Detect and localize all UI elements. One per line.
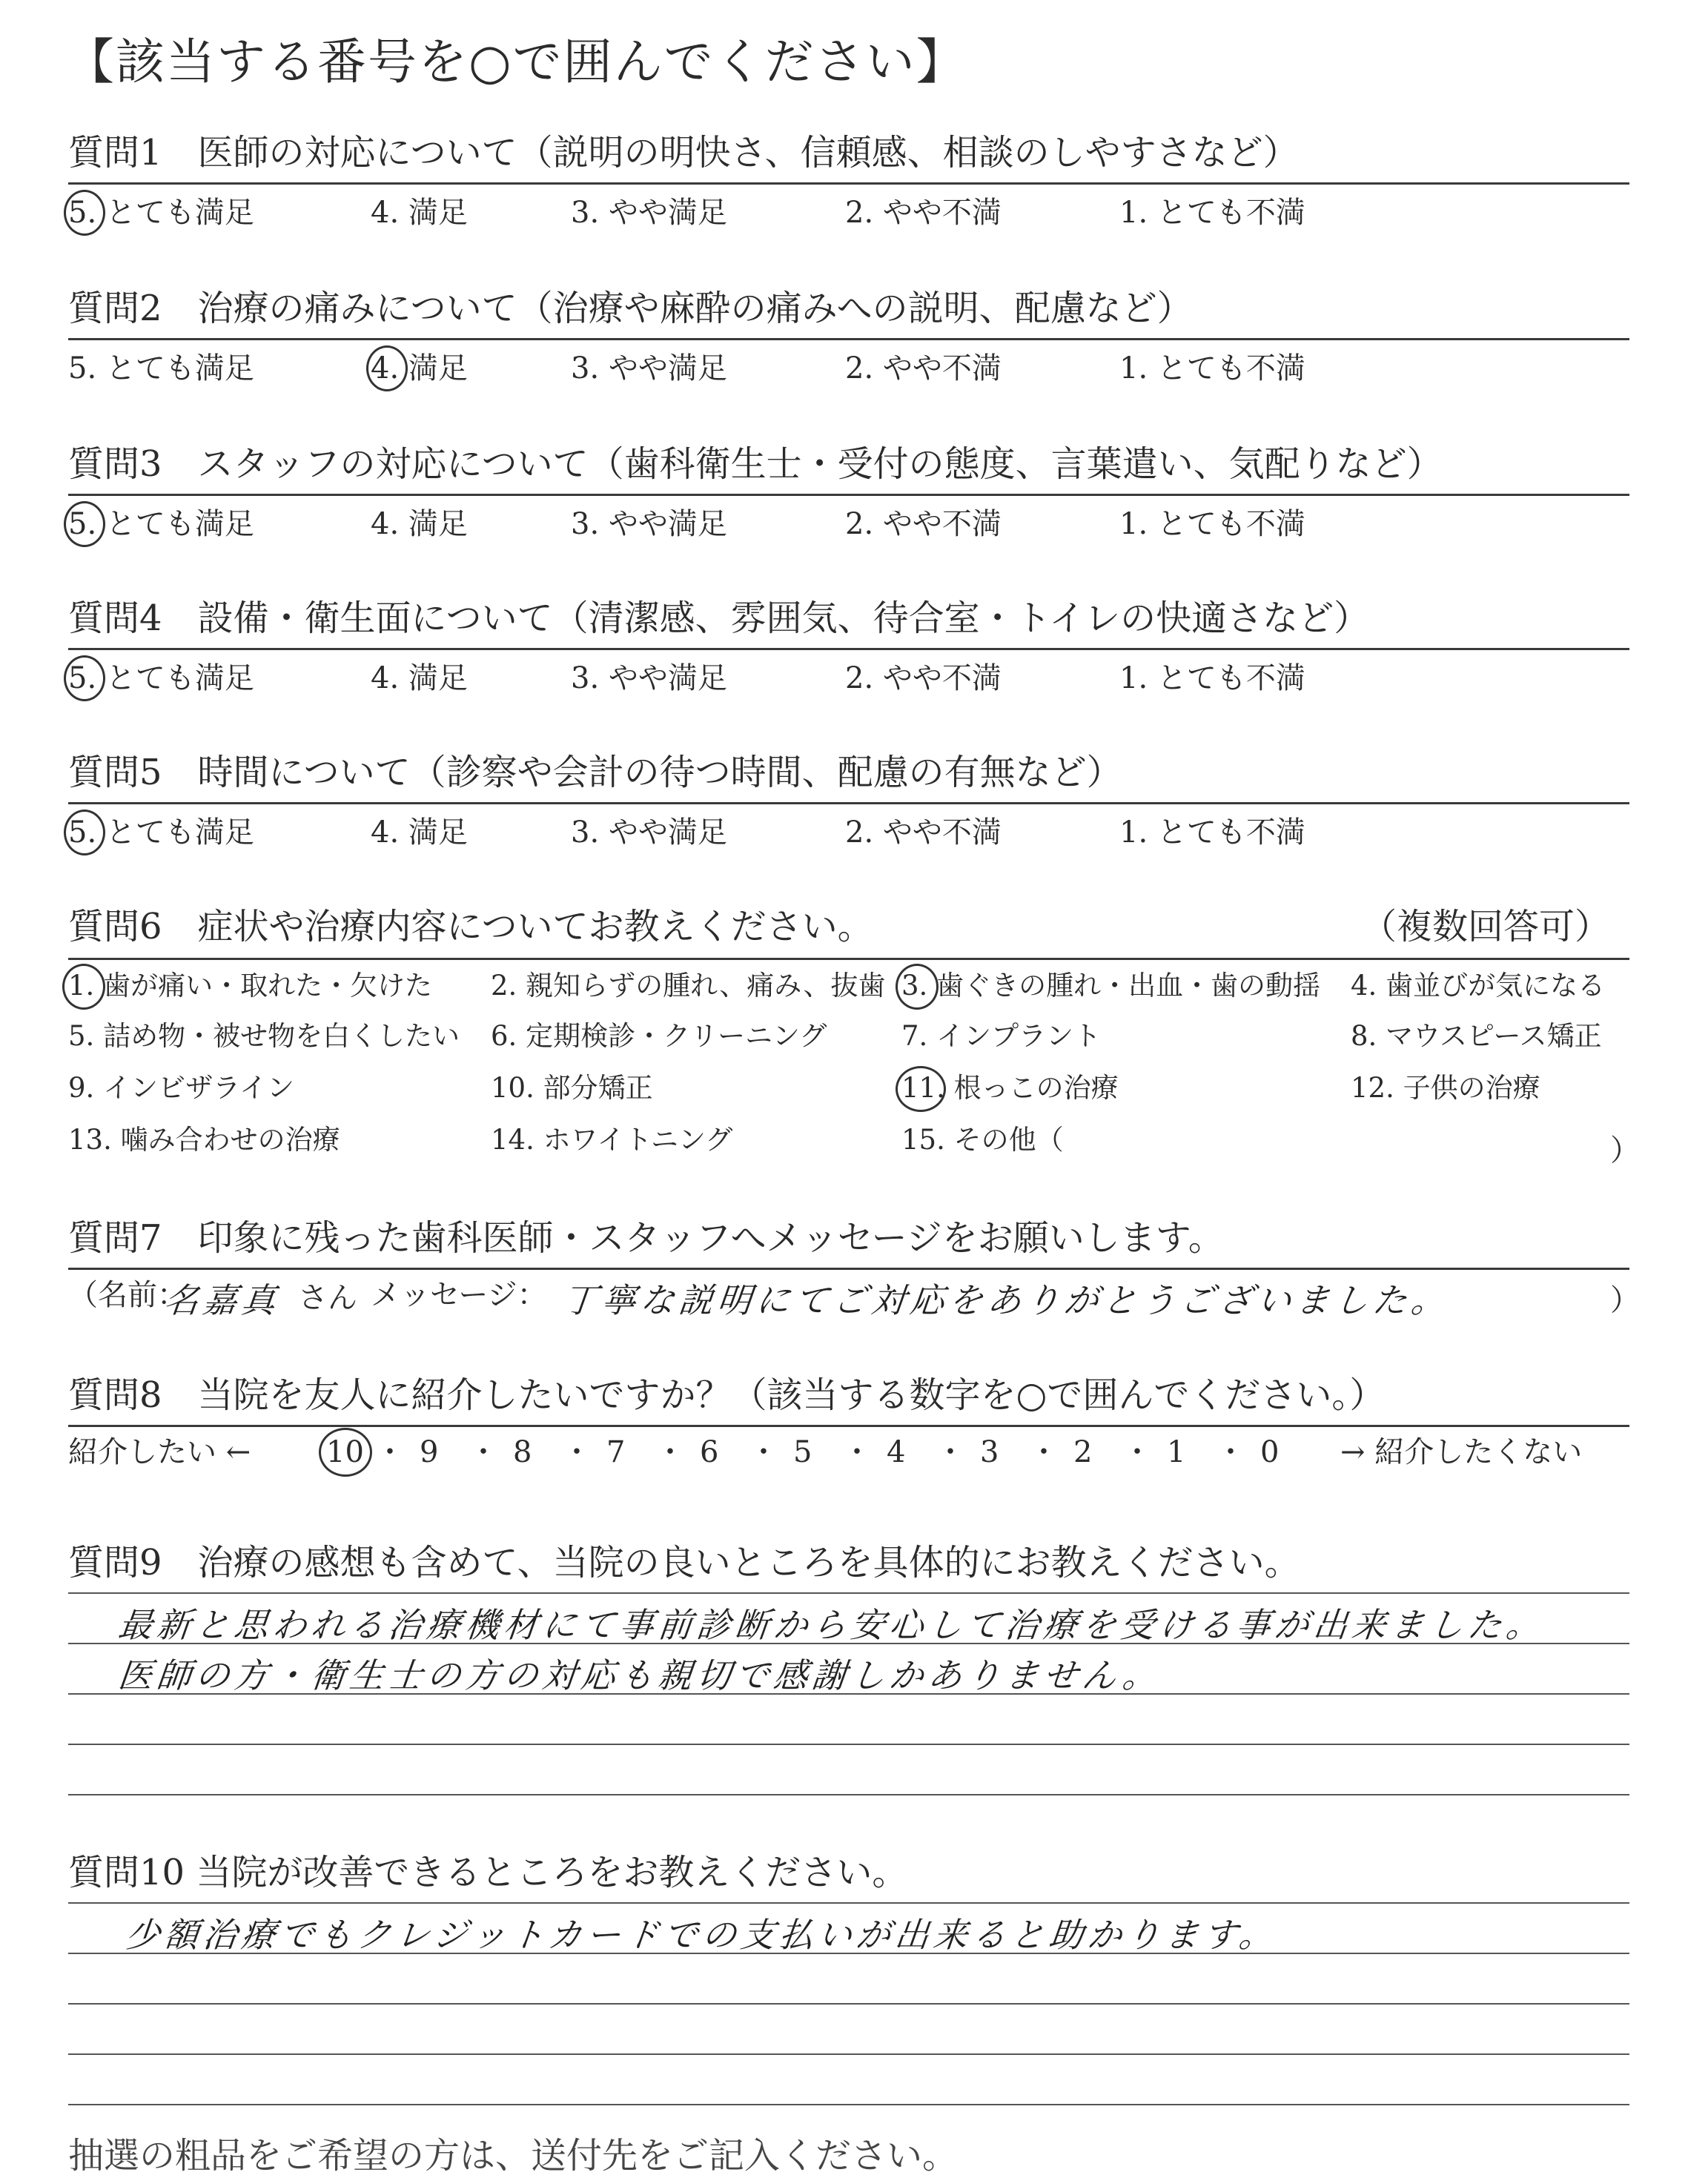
question-8-right-label: → 紹介したくない — [1340, 1435, 1583, 1469]
question-5-rule — [68, 802, 1629, 804]
question-2-title: 質問2 治療の痛みについて（治療や麻酔の痛みへの説明、配慮など） — [68, 288, 1193, 329]
rating-option-4[interactable]: 4. 満足 — [371, 815, 468, 850]
symptom-option-11[interactable]: 11. 根っこの治療 — [901, 1072, 1119, 1104]
rating-option-2[interactable]: 2. やや不満 — [845, 815, 1002, 850]
score-separator: ・ — [1122, 1435, 1152, 1469]
recommend-score-0[interactable]: 0 — [1260, 1435, 1280, 1469]
recommend-score-8[interactable]: 8 — [513, 1435, 532, 1469]
symptom-option-6[interactable]: 6. 定期検診・クリーニング — [491, 1020, 827, 1052]
symptom-option-7[interactable]: 7. インプラント — [901, 1020, 1102, 1052]
symptom-option-12[interactable]: 12. 子供の治療 — [1351, 1072, 1540, 1104]
rating-option-1[interactable]: 1. とても不満 — [1119, 351, 1305, 385]
score-separator: ・ — [842, 1435, 872, 1469]
selection-circle — [64, 655, 105, 701]
selection-circle — [896, 1066, 946, 1112]
rating-option-5[interactable]: 5. とても満足 — [68, 196, 254, 230]
symptom-option-5[interactable]: 5. 詰め物・被せ物を白くしたい — [68, 1020, 460, 1052]
rating-option-2[interactable]: 2. やや不満 — [845, 196, 1002, 230]
rating-option-3[interactable]: 3. やや満足 — [571, 196, 727, 230]
question-10-title: 質問10 当院が改善できるところをお教えください。 — [68, 1852, 908, 1893]
question-6-note: （複数回答可） — [1361, 906, 1611, 947]
question-9-answer-line-2: 医師の方・衛生士の方の対応も親切で感謝しかありません。 — [116, 1655, 1164, 1695]
selection-circle — [366, 345, 408, 391]
question-1-title: 質問1 医師の対応について（説明の明快さ、信頼感、相談のしやすさなど） — [68, 132, 1299, 173]
rating-option-3[interactable]: 3. やや満足 — [571, 351, 727, 385]
symptom-option-14[interactable]: 14. ホワイトニング — [491, 1124, 733, 1156]
question-7-message-label: メッセージ： — [371, 1278, 547, 1312]
rating-option-3[interactable]: 3. やや満足 — [571, 661, 727, 695]
selection-circle — [64, 501, 105, 547]
score-separator: ・ — [469, 1435, 498, 1469]
answer-line — [68, 1794, 1629, 1795]
selection-circle — [319, 1428, 372, 1477]
form-header: 【該当する番号を○で囲んでください】 — [65, 33, 967, 90]
rating-option-2[interactable]: 2. やや不満 — [845, 507, 1002, 541]
symptom-option-1[interactable]: 1. 歯が痛い・取れた・欠けた — [68, 970, 433, 1002]
question-2-rule — [68, 338, 1629, 340]
recommend-score-1[interactable]: 1 — [1167, 1435, 1186, 1469]
answer-line — [68, 2003, 1629, 2005]
question-8-left-label: 紹介したい ← — [68, 1435, 251, 1469]
rating-option-5[interactable]: 5. とても満足 — [68, 661, 254, 695]
question-6-title: 質問6 症状や治療内容についてお教えください。 — [68, 906, 873, 947]
rating-option-4[interactable]: 4. 満足 — [371, 661, 468, 695]
symptom-option-3[interactable]: 3. 歯ぐきの腫れ・出血・歯の動揺 — [901, 970, 1321, 1002]
selection-circle — [62, 964, 105, 1010]
rating-option-3[interactable]: 3. やや満足 — [571, 815, 727, 850]
symptom-option-8[interactable]: 8. マウスピース矯正 — [1351, 1020, 1602, 1052]
recommend-score-2[interactable]: 2 — [1073, 1435, 1093, 1469]
rating-option-5[interactable]: 5. とても満足 — [68, 507, 254, 541]
question-10-answer-line-1: 少額治療でもクレジットカードでの支払いが出来ると助かります。 — [123, 1915, 1280, 1955]
question-6-rule — [68, 958, 1629, 960]
symptom-option-4[interactable]: 4. 歯並びが気になる — [1351, 970, 1606, 1002]
question-7-close-paren: ） — [1610, 1283, 1640, 1317]
symptom-option-10[interactable]: 10. 部分矯正 — [491, 1072, 653, 1104]
rating-option-4[interactable]: 4. 満足 — [371, 196, 468, 230]
selection-circle — [64, 810, 105, 855]
answer-line — [68, 2053, 1629, 2055]
rating-option-2[interactable]: 2. やや不満 — [845, 661, 1002, 695]
rating-option-1[interactable]: 1. とても不満 — [1119, 196, 1305, 230]
selection-circle — [64, 190, 105, 236]
question-8-title: 質問8 当院を友人に紹介したいですか？（該当する数字を○で囲んでください。） — [68, 1374, 1386, 1416]
question-1-rule — [68, 182, 1629, 185]
symptom-option-9[interactable]: 9. インビザライン — [68, 1072, 294, 1104]
symptom-option-13[interactable]: 13. 噛み合わせの治療 — [68, 1124, 340, 1156]
question-3-title: 質問3 スタッフの対応について（歯科衛生士・受付の態度、言葉遣い、気配りなど） — [68, 443, 1443, 485]
score-separator: ・ — [936, 1435, 965, 1469]
question-7-message-value: 丁寧な説明にてご対応をありがとうございました。 — [560, 1280, 1452, 1320]
answer-line — [68, 1902, 1629, 1904]
question-9-title: 質問9 治療の感想も含めて、当院の良いところを具体的にお教えください。 — [68, 1542, 1300, 1583]
score-separator: ・ — [562, 1435, 592, 1469]
rating-option-4[interactable]: 4. 満足 — [371, 507, 468, 541]
rating-option-3[interactable]: 3. やや満足 — [571, 507, 727, 541]
recommend-score-9[interactable]: 9 — [420, 1435, 439, 1469]
recommend-score-10[interactable]: 10 — [326, 1435, 364, 1469]
recommend-score-3[interactable]: 3 — [980, 1435, 999, 1469]
rating-option-5[interactable]: 5. とても満足 — [68, 351, 254, 385]
rating-option-5[interactable]: 5. とても満足 — [68, 815, 254, 850]
rating-option-1[interactable]: 1. とても不満 — [1119, 815, 1305, 850]
recommend-score-4[interactable]: 4 — [887, 1435, 906, 1469]
question-4-rule — [68, 648, 1629, 650]
rating-option-4[interactable]: 4. 満足 — [371, 351, 468, 385]
answer-line — [68, 2104, 1629, 2105]
question-7-rule — [68, 1268, 1629, 1270]
recommend-score-6[interactable]: 6 — [700, 1435, 719, 1469]
rating-option-2[interactable]: 2. やや不満 — [845, 351, 1002, 385]
score-separator: ・ — [749, 1435, 778, 1469]
question-7-name-label: （名前： — [68, 1278, 187, 1312]
rating-option-1[interactable]: 1. とても不満 — [1119, 507, 1305, 541]
symptom-option-2[interactable]: 2. 親知らずの腫れ、痛み、抜歯 — [491, 970, 886, 1002]
question-5-title: 質問5 時間について（診察や会計の待つ時間、配慮の有無など） — [68, 752, 1122, 793]
rating-option-1[interactable]: 1. とても不満 — [1119, 661, 1305, 695]
selection-circle — [896, 964, 939, 1010]
question-4-title: 質問4 設備・衛生面について（清潔感、雰囲気、待合室・トイレの快適さなど） — [68, 598, 1370, 639]
score-separator: ・ — [1029, 1435, 1059, 1469]
question-3-rule — [68, 494, 1629, 496]
recommend-score-7[interactable]: 7 — [606, 1435, 626, 1469]
question-7-title: 質問7 印象に残った歯科医師・スタッフへメッセージをお願いします。 — [68, 1217, 1224, 1259]
question-7-name-value: 名嘉真 — [162, 1280, 282, 1320]
answer-line — [68, 1744, 1629, 1745]
question-8-rule — [68, 1425, 1629, 1427]
score-separator: ・ — [655, 1435, 685, 1469]
question-7-san: さん — [298, 1281, 357, 1315]
score-separator: ・ — [375, 1435, 405, 1469]
symptom-option-15[interactable]: 15. その他（ — [901, 1124, 1064, 1156]
recommend-score-5[interactable]: 5 — [793, 1435, 812, 1469]
score-separator: ・ — [1216, 1435, 1245, 1469]
question-9-answer-line-1: 最新と思われる治療機材にて事前診断から安心して治療を受ける事が出来ました。 — [116, 1605, 1547, 1645]
answer-line — [68, 1592, 1629, 1594]
question-6-close-paren: ） — [1610, 1133, 1640, 1168]
footer-partial: 抽選の粗品をご希望の方は、送付先をご記入ください。 — [68, 2135, 959, 2177]
